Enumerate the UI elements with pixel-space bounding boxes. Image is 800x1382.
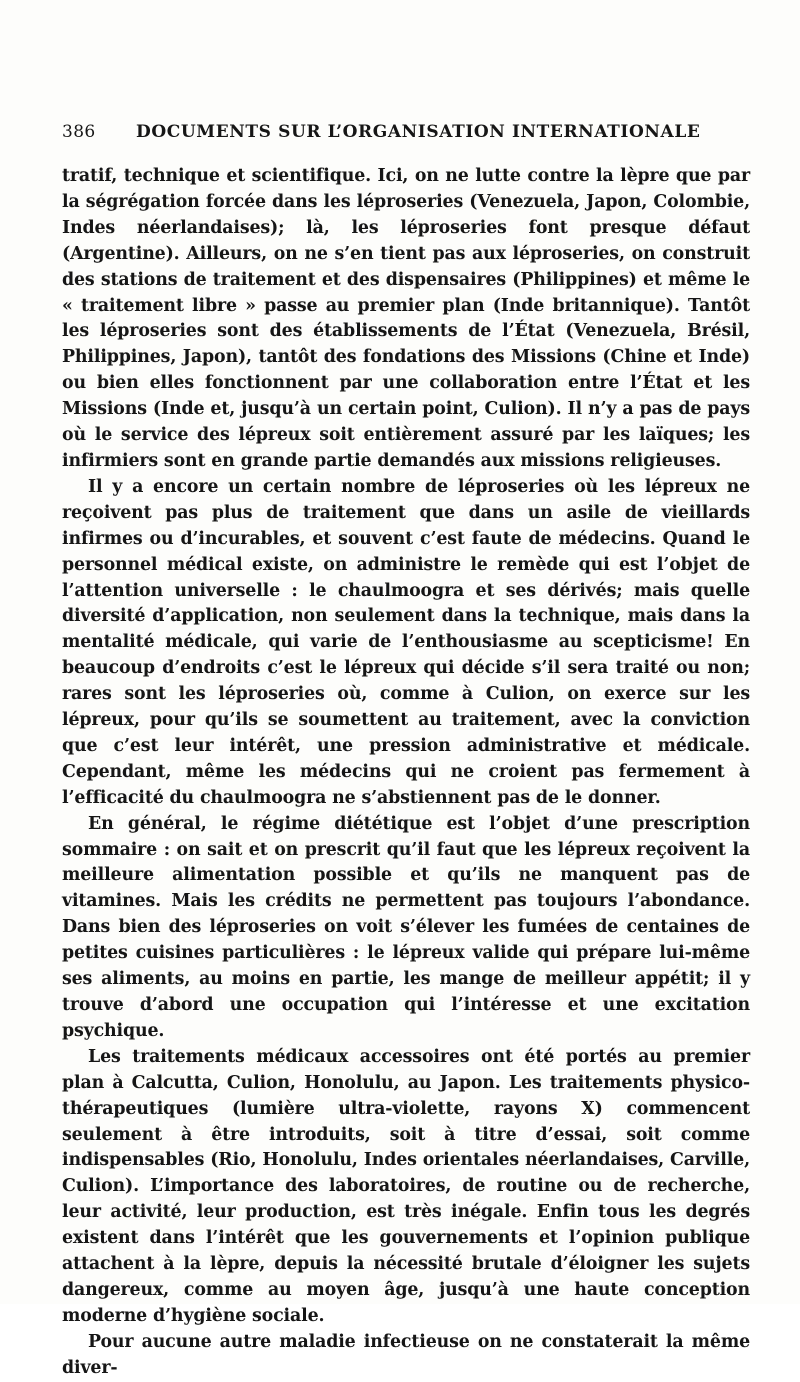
body-text <box>62 164 750 1382</box>
paragraph-continuation: tratif, technique et scientifique. Ici, on ne lutte contre la lèpre que par la ségrégation forcée dans les léproseries (Venezuela, Japon, Colombie, Indes néerlandaises); là, les léproseries font presque défaut (Argentine). Ailleurs, on ne s’en tient pas aux léproseries, on construit des stations de traitement et des dispensaires (Philippines) et même le « traitement libre » passe au premier plan (Inde britannique). Tantôt les léproseries sont des établissements de l’État (Venezuela, Brésil, Philippines, Japon), tantôt des fondations des Missions (Chine et Inde) ou bien elles fonctionnent par une collaboration entre l’État et les Missions (Inde et, jusqu’à un certain point, Culion). Il n’y a pas de pays où le service des lépreux soit entièrement assuré par les laïques; les infirmiers sont en grande partie demandés aux missions religieuses. <box>62 166 750 471</box>
running-header <box>62 118 762 148</box>
page-number: 386 <box>62 122 96 142</box>
paragraph: Il y a encore un certain nombre de léproseries où les lépreux ne reçoivent pas plus de traitement que dans un asile de vieillards infirmes ou d’incurables, et souvent c’est faute de médecins. Quand le personnel médical existe, on administre le remède qui est l’objet de l’attention universelle : le chaulmoogra et ses dérivés; mais quelle diversité d’application, non seulement dans la technique, mais dans la mentalité médicale, qui varie de l’enthousiasme au scepticisme! En beaucoup d’endroits c’est le lépreux qui décide s’il sera traité ou non; rares sont les léproseries où, comme à Culion, on exerce sur les lépreux, pour qu’ils se soumettent au traitement, avec la conviction que c’est leur intérêt, une pression administrative et médicale. Cependant, même les médecins qui ne croient pas fermement à l’efficacité du chaulmoogra ne s’abstiennent pas de le donner. <box>62 476 750 808</box>
paragraph-continues: Pour aucune autre maladie infectieuse on ne constaterait la même diver- <box>62 1331 750 1378</box>
paragraph: En général, le régime diététique est l’objet d’une prescription sommaire : on sait et on prescrit qu’il faut que les lépreux reçoivent la meilleure alimentation possible et qu’ils ne manquent pas de vitamines. Mais les crédits ne permettent pas toujours l’abondance. Dans bien des léproseries on voit s’élever les fumées de centaines de petites cuisines particulières : le lépreux valide qui prépare lui-même ses aliments, au moins en partie, les mange de meilleur appétit; il y trouve d’abord une occupation qui l’intéresse et une excitation psychique. <box>62 813 750 1041</box>
paragraph: Les traitements médicaux accessoires ont été portés au premier plan à Calcutta, Culion, Honolulu, au Japon. Les traitements physico-thérapeutiques (lumière ultra-violette, rayons X) commencent seulement à être introduits, soit à titre d’essai, soit comme indispensables (Rio, Honolulu, Indes orientales néerlandaises, Carville, Culion). L’importance des laboratoires, de routine ou de recherche, leur activité, leur production, est très inégale. Enfin tous les degrés existent dans l’intérêt que les gouvernements et l’opinion publique attachent à la lèpre, depuis la nécessité brutale d’éloigner les sujets dangereux, comme au moyen âge, jusqu’à une haute conception moderne d’hygiène sociale. <box>62 1046 750 1326</box>
running-title: DOCUMENTS SUR L’ORGANISATION INTERNATIONALE <box>136 122 701 142</box>
